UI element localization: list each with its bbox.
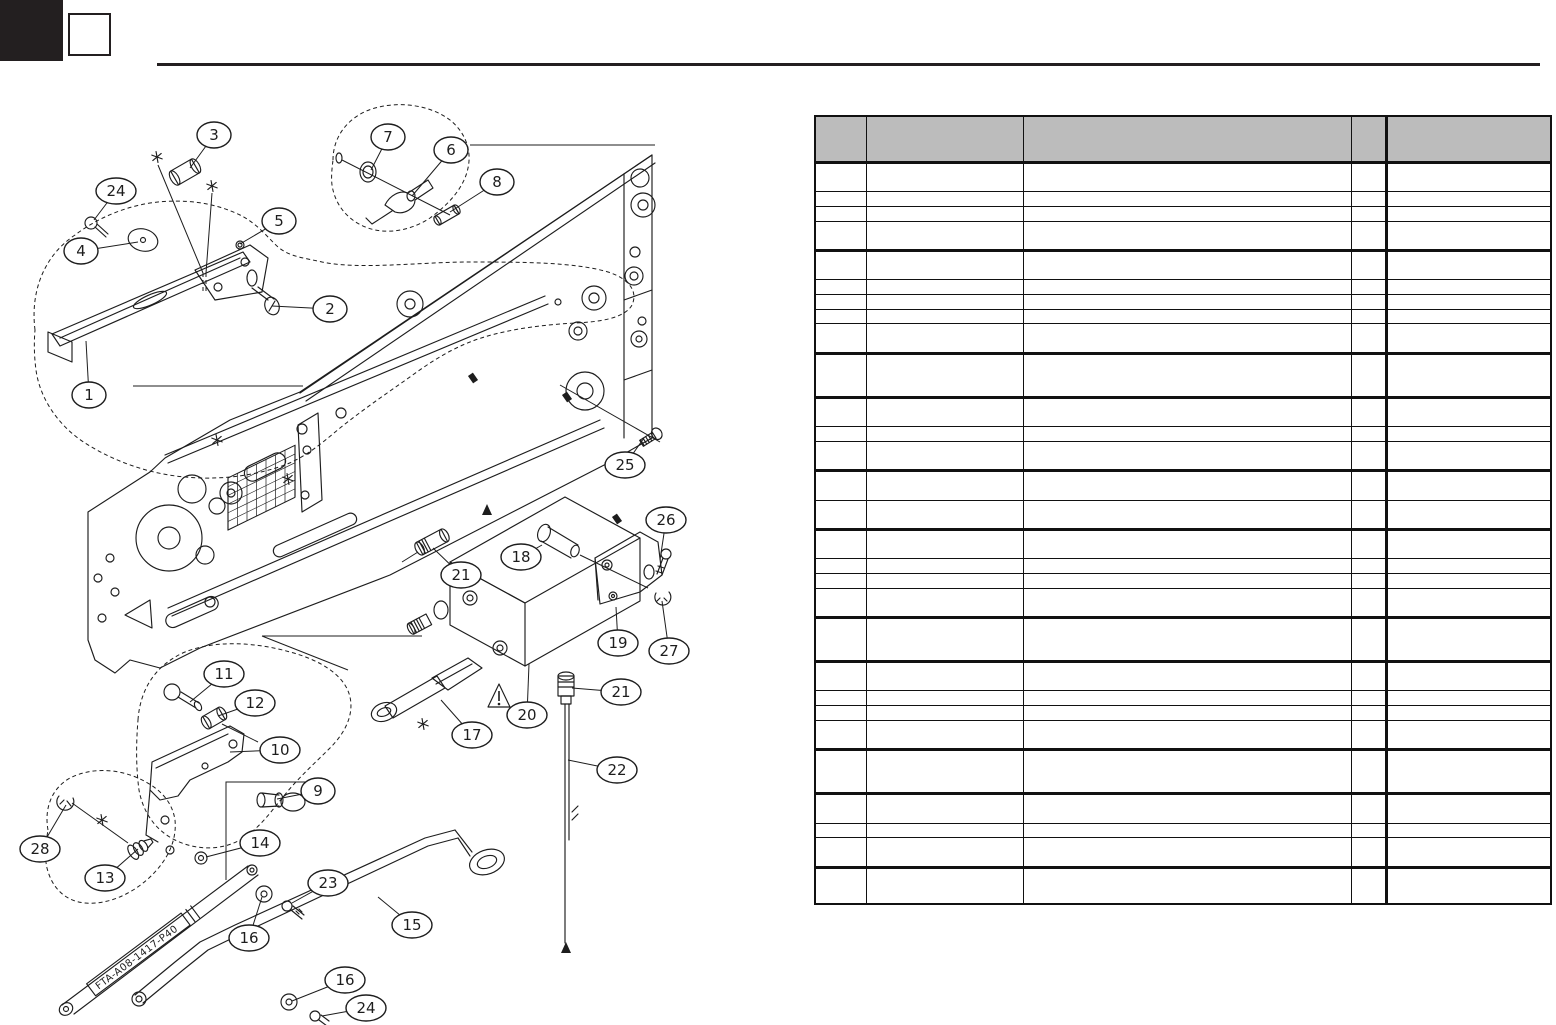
table-cell — [1386, 662, 1551, 691]
table-cell — [866, 500, 1023, 529]
svg-text:9: 9 — [313, 782, 323, 800]
svg-text:20: 20 — [517, 706, 537, 724]
table-cell — [815, 397, 866, 426]
table-cell — [815, 163, 866, 192]
table-cell — [866, 192, 1023, 207]
table-cell — [1386, 559, 1551, 574]
pivot-screw — [560, 385, 664, 448]
callout-balloon-24 — [94, 178, 136, 220]
table-cell — [1386, 573, 1551, 588]
table-cell — [1351, 500, 1386, 529]
svg-text:6: 6 — [446, 141, 456, 159]
table-cell — [1351, 324, 1386, 353]
callout-balloon-6 — [412, 137, 468, 196]
svg-text:28: 28 — [30, 840, 50, 858]
table-cell — [1351, 618, 1386, 662]
table-cell — [1386, 500, 1551, 529]
table-cell — [1023, 662, 1351, 691]
table-row — [815, 559, 1551, 574]
svg-text:12: 12 — [245, 694, 265, 712]
table-cell — [1386, 251, 1551, 280]
svg-text:22: 22 — [607, 761, 627, 779]
table-cell — [1386, 691, 1551, 706]
table-cell — [1023, 309, 1351, 324]
table-cell — [1351, 280, 1386, 295]
table-cell — [1386, 192, 1551, 207]
table-header-row — [815, 116, 1551, 163]
table-cell — [866, 720, 1023, 749]
table-row — [815, 471, 1551, 500]
svg-text:24: 24 — [106, 182, 126, 200]
table-cell — [815, 750, 866, 794]
table-cell — [1386, 823, 1551, 838]
callout-balloon-12 — [218, 690, 275, 716]
table-row — [815, 750, 1551, 794]
table-cell — [815, 353, 866, 397]
table-cell — [866, 823, 1023, 838]
table-cell — [866, 559, 1023, 574]
svg-text:10: 10 — [270, 741, 290, 759]
table-cell — [1023, 221, 1351, 250]
table-cell — [815, 662, 866, 691]
table-row — [815, 838, 1551, 867]
callout-balloon-7 — [371, 124, 405, 170]
table-cell — [1351, 163, 1386, 192]
svg-text:7: 7 — [383, 128, 393, 146]
table-cell — [866, 618, 1023, 662]
table-row — [815, 397, 1551, 426]
svg-text:27: 27 — [659, 642, 679, 660]
table-cell — [1023, 441, 1351, 470]
table-cell — [866, 573, 1023, 588]
svg-text:1: 1 — [84, 386, 94, 404]
table-cell — [866, 471, 1023, 500]
svg-text:4: 4 — [76, 242, 86, 260]
callout-balloon-1 — [72, 341, 106, 408]
part-number-label: FTA-A08-1417-P40 — [93, 923, 181, 993]
table-cell — [1023, 823, 1351, 838]
table-cell — [815, 295, 866, 310]
grease-star-mark — [97, 815, 107, 826]
svg-text:18: 18 — [511, 548, 531, 566]
table-cell — [1351, 207, 1386, 222]
table-cell — [1023, 280, 1351, 295]
table-cell — [815, 691, 866, 706]
table-cell — [1386, 353, 1551, 397]
table-row — [815, 573, 1551, 588]
table-cell — [866, 794, 1023, 823]
callout-balloon-5 — [240, 208, 296, 244]
table-cell — [1386, 794, 1551, 823]
table-cell — [1351, 838, 1386, 867]
table-cell — [1386, 867, 1551, 904]
table-cell — [1351, 471, 1386, 500]
table-row — [815, 353, 1551, 397]
table-cell — [815, 471, 866, 500]
table-cell — [1351, 823, 1386, 838]
svg-text:17: 17 — [462, 726, 482, 744]
grease-star-mark — [207, 181, 217, 192]
callout-balloon-14 — [206, 830, 280, 857]
table-cell — [866, 207, 1023, 222]
table-cell — [815, 720, 866, 749]
callout-balloon-28 — [20, 805, 66, 862]
table-cell — [866, 163, 1023, 192]
callout-balloon-4 — [64, 238, 138, 264]
table-cell — [1351, 192, 1386, 207]
table-row — [815, 221, 1551, 250]
callout-balloon-24 — [322, 995, 386, 1021]
table-cell — [1351, 588, 1386, 617]
table-cell — [1023, 427, 1351, 442]
table-cell — [1351, 397, 1386, 426]
table-cell — [1023, 500, 1351, 529]
grease-star-mark — [418, 719, 428, 730]
table-cell — [815, 192, 866, 207]
table-cell — [1023, 324, 1351, 353]
table-cell — [1351, 662, 1386, 691]
table-cell — [866, 280, 1023, 295]
table-cell — [1351, 794, 1386, 823]
table-cell — [866, 662, 1023, 691]
table-cell — [1351, 706, 1386, 721]
table-cell — [815, 500, 866, 529]
table-cell — [1351, 295, 1386, 310]
svg-text:19: 19 — [608, 634, 628, 652]
table-cell — [1351, 529, 1386, 558]
callout-balloon-8 — [450, 169, 514, 212]
table-cell — [1023, 163, 1351, 192]
table-cell — [866, 353, 1023, 397]
table-cell — [1386, 471, 1551, 500]
table-cell — [1023, 838, 1351, 867]
table-cell — [1023, 397, 1351, 426]
table-row — [815, 618, 1551, 662]
table-cell — [1386, 588, 1551, 617]
table-cell — [1351, 691, 1386, 706]
callout-balloon-22 — [568, 757, 637, 783]
table-row — [815, 427, 1551, 442]
table-cell — [1351, 573, 1386, 588]
table-row — [815, 529, 1551, 558]
parts-table — [814, 115, 1552, 905]
callout-balloon-25 — [605, 438, 645, 478]
table-cell — [815, 794, 866, 823]
table-cell — [866, 441, 1023, 470]
table-cell — [1386, 441, 1551, 470]
table-cell — [1386, 324, 1551, 353]
svg-text:26: 26 — [656, 511, 676, 529]
table-row — [815, 441, 1551, 470]
svg-text:21: 21 — [451, 566, 471, 584]
svg-text:21: 21 — [611, 683, 631, 701]
table-row — [815, 324, 1551, 353]
table-cell — [866, 295, 1023, 310]
table-cell — [866, 706, 1023, 721]
table-header-cell — [866, 116, 1023, 163]
grease-star-mark — [152, 152, 162, 163]
table-cell — [1351, 309, 1386, 324]
callout-balloon-18 — [501, 544, 542, 570]
table-cell — [1386, 838, 1551, 867]
table-cell — [1386, 750, 1551, 794]
svg-text:24: 24 — [356, 999, 376, 1017]
svg-text:11: 11 — [214, 665, 234, 683]
table-cell — [815, 838, 866, 867]
grease-star-mark — [283, 474, 293, 485]
table-cell — [815, 706, 866, 721]
table-cell — [866, 838, 1023, 867]
table-cell — [1023, 867, 1351, 904]
table-cell — [815, 427, 866, 442]
table-cell — [866, 309, 1023, 324]
table-cell — [1023, 720, 1351, 749]
callout-balloon-23 — [292, 870, 348, 903]
frame-drawing — [88, 155, 655, 673]
table-cell — [1023, 295, 1351, 310]
table-cell — [1351, 867, 1386, 904]
callout-balloon-26 — [646, 507, 686, 560]
table-row — [815, 192, 1551, 207]
table-header-cell — [1386, 116, 1551, 163]
callout-balloon-17 — [441, 700, 492, 748]
table-cell — [815, 573, 866, 588]
table-cell — [1351, 750, 1386, 794]
table-cell — [815, 309, 866, 324]
callout-balloon-10 — [230, 737, 300, 763]
table-cell — [815, 324, 866, 353]
table-cell — [1023, 794, 1351, 823]
table-cell — [1386, 163, 1551, 192]
table-cell — [866, 427, 1023, 442]
table-cell — [1023, 618, 1351, 662]
table-cell — [815, 280, 866, 295]
table-row — [815, 588, 1551, 617]
svg-text:15: 15 — [402, 916, 422, 934]
table-row — [815, 280, 1551, 295]
table-header-cell — [1351, 116, 1386, 163]
table-row — [815, 309, 1551, 324]
table-cell — [1386, 207, 1551, 222]
svg-text:8: 8 — [492, 173, 502, 191]
direction-triangle-mark — [561, 942, 571, 953]
table-row — [815, 251, 1551, 280]
table-row — [815, 823, 1551, 838]
callout-balloon-15 — [378, 897, 432, 938]
table-cell — [1386, 720, 1551, 749]
table-cell — [866, 750, 1023, 794]
position-square-mark — [468, 373, 478, 384]
table-header-cell — [1023, 116, 1351, 163]
table-cell — [815, 529, 866, 558]
callout-balloon-19 — [598, 607, 638, 656]
table-cell — [1351, 427, 1386, 442]
table-row — [815, 794, 1551, 823]
table-row — [815, 500, 1551, 529]
table-row — [815, 662, 1551, 691]
table-cell — [1351, 353, 1386, 397]
table-cell — [815, 867, 866, 904]
table-cell — [1023, 573, 1351, 588]
callout-balloon-11 — [190, 661, 244, 702]
table-cell — [1351, 559, 1386, 574]
table-cell — [815, 618, 866, 662]
table-row — [815, 295, 1551, 310]
table-cell — [1023, 706, 1351, 721]
table-cell — [1023, 192, 1351, 207]
table-cell — [866, 251, 1023, 280]
table-cell — [1386, 706, 1551, 721]
lever-arms — [57, 830, 508, 1025]
table-cell — [1023, 471, 1351, 500]
table-header-cell — [815, 116, 866, 163]
table-cell — [1023, 559, 1351, 574]
table-cell — [1351, 720, 1386, 749]
svg-text:16: 16 — [335, 971, 355, 989]
table-cell — [1386, 280, 1551, 295]
table-cell — [1023, 353, 1351, 397]
table-cell — [1386, 295, 1551, 310]
table-cell — [866, 867, 1023, 904]
svg-text:13: 13 — [95, 869, 115, 887]
table-cell — [1351, 441, 1386, 470]
svg-text:14: 14 — [250, 834, 270, 852]
table-cell — [1386, 529, 1551, 558]
table-cell — [866, 324, 1023, 353]
table-row — [815, 706, 1551, 721]
table-cell — [815, 207, 866, 222]
table-cell — [815, 221, 866, 250]
table-cell — [1386, 427, 1551, 442]
table-cell — [1351, 251, 1386, 280]
svg-text:25: 25 — [615, 456, 635, 474]
parts-list-table — [814, 115, 1550, 905]
table-cell — [1023, 529, 1351, 558]
table-cell — [1023, 750, 1351, 794]
callout-balloon-2 — [272, 296, 347, 322]
table-cell — [1023, 251, 1351, 280]
table-cell — [1351, 221, 1386, 250]
svg-text:23: 23 — [318, 874, 338, 892]
svg-text:3: 3 — [209, 126, 219, 144]
svg-text:5: 5 — [274, 212, 284, 230]
callout-balloon-21 — [572, 679, 641, 705]
table-cell — [1386, 309, 1551, 324]
table-cell — [866, 397, 1023, 426]
table-row — [815, 207, 1551, 222]
table-row — [815, 867, 1551, 904]
table-row — [815, 691, 1551, 706]
table-cell — [1386, 618, 1551, 662]
table-cell — [1386, 397, 1551, 426]
table-cell — [866, 221, 1023, 250]
table-row — [815, 163, 1551, 192]
table-row — [815, 720, 1551, 749]
direction-triangle-mark — [482, 504, 492, 515]
table-cell — [815, 559, 866, 574]
svg-text:16: 16 — [239, 929, 259, 947]
table-cell — [1023, 207, 1351, 222]
latch-subassembly — [336, 153, 462, 226]
group-outlines — [34, 105, 634, 904]
table-cell — [1023, 588, 1351, 617]
callout-balloon-21 — [433, 548, 481, 588]
table-cell — [815, 251, 866, 280]
table-cell — [1386, 221, 1551, 250]
table-cell — [866, 529, 1023, 558]
position-square-mark — [562, 392, 572, 403]
table-cell — [815, 441, 866, 470]
svg-text:2: 2 — [325, 300, 335, 318]
callout-balloon-16 — [292, 967, 365, 1001]
callout-balloon-27 — [649, 601, 689, 664]
position-square-mark — [612, 514, 622, 525]
table-cell — [1023, 691, 1351, 706]
callout-balloon-20 — [507, 664, 547, 728]
table-cell — [815, 823, 866, 838]
table-cell — [866, 691, 1023, 706]
table-cell — [815, 588, 866, 617]
table-cell — [866, 588, 1023, 617]
